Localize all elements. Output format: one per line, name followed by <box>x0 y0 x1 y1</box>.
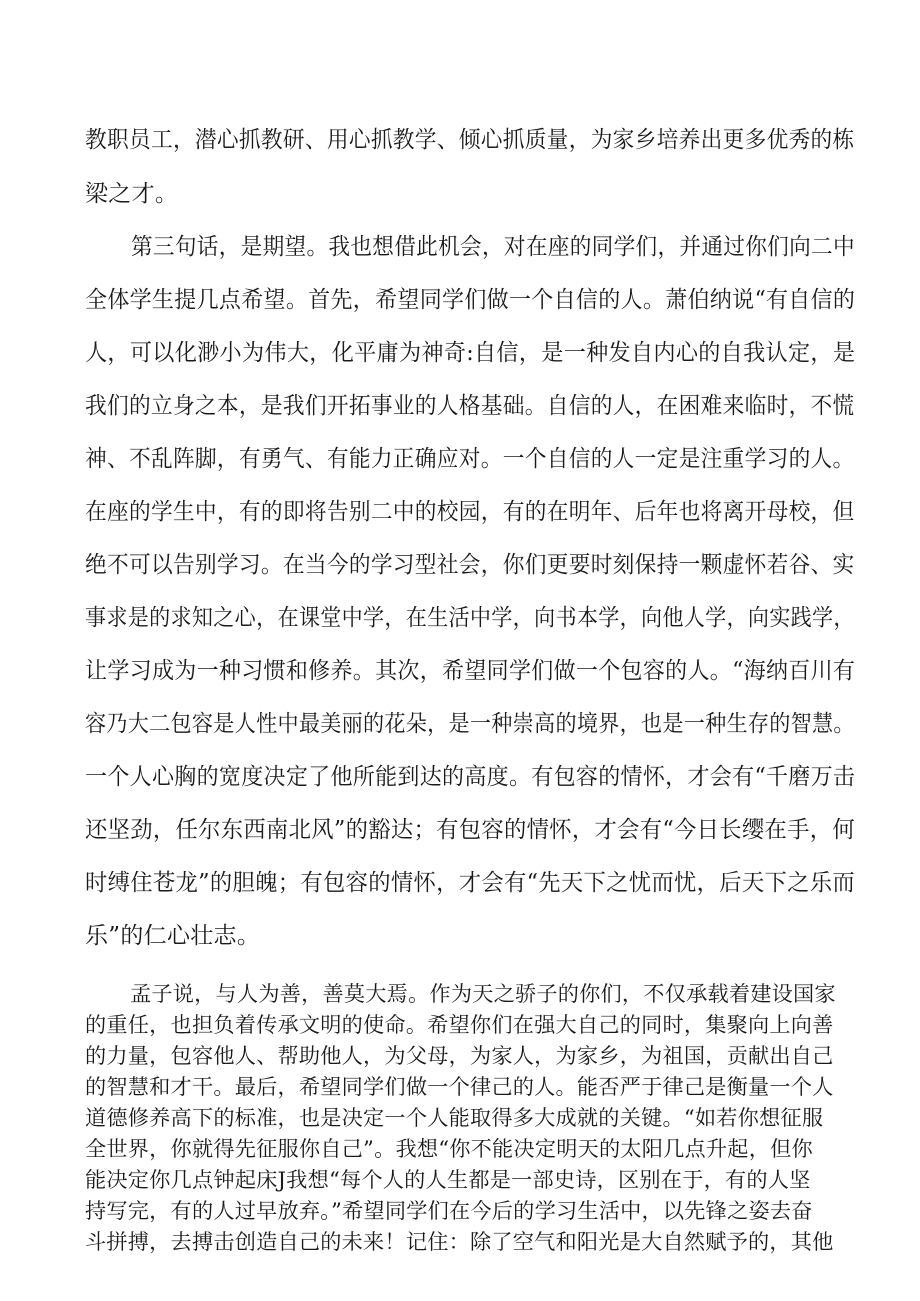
text-line: 容乃大二包容是人性中最美丽的花朵，是一种崇高的境界，也是一种生存的智慧。 <box>85 711 855 737</box>
text-line: 在座的学生中，有的即将告别二中的校园，有的在明年、后年也将离开母校，但 <box>85 499 855 525</box>
text-line: 教职员工，潜心抓教研、用心抓教学、倾心抓质量，为家乡培养出更多优秀的栋 <box>85 127 855 153</box>
text-line: 事求是的求知之心，在课堂中学，在生活中学，向书本学，向他人学，向实践学， <box>85 605 855 631</box>
text-line: 的力量，包容他人、帮助他人，为父母，为家人，为家乡，为祖国，贡献出自己 <box>85 1043 834 1068</box>
text-line: 乐”的仁心壮志。 <box>85 923 261 949</box>
text-line: 斗拼搏，去搏击创造自己的未来！记住：除了空气和阳光是大自然赋予的，其他 <box>85 1229 834 1254</box>
text-line: 人，可以化渺小为伟大，化平庸为神奇:自信，是一种发自内心的自我认定，是 <box>85 340 856 366</box>
text-line: 绝不可以告别学习。在当今的学习型社会，你们更要时刻保持一颗虚怀若谷、实 <box>85 552 855 578</box>
text-line: 一个人心胸的宽度决定了他所能到达的高度。有包容的情怀，才会有“千磨万击 <box>85 764 856 790</box>
text-line: 的重任，也担负着传承文明的使命。希望你们在强大自己的同时，集聚向上向善 <box>85 1012 834 1037</box>
text-line: 全世界，你就得先征服你自己”。我想“你不能决定明天的太阳几点升起，但你 <box>85 1136 813 1161</box>
text-line: 我们的立身之本，是我们开拓事业的人格基础。自信的人，在困难来临时，不慌 <box>85 393 855 419</box>
text-line: 道德修养高下的标准，也是决定一个人能取得多大成就的关键。“如若你想征服 <box>85 1105 824 1130</box>
text-line: 的智慧和才干。最后，希望同学们做一个律己的人。能否严于律己是衡量一个人 <box>85 1074 834 1099</box>
text-line: 持写完，有的人过早放弃。”希望同学们在今后的学习生活中，以先锋之姿去奋 <box>85 1198 813 1223</box>
text-line: 能决定你几点钟起床J我想“每个人的人生都是一部史诗，区别在于，有的人坚 <box>85 1167 811 1192</box>
text-line: 让学习成为一种习惯和修养。其次，希望同学们做一个包容的人。“海纳百川有 <box>85 658 856 684</box>
text-line: 全体学生提几点希望。首先，希望同学们做一个自信的人。萧伯纳说“有自信的 <box>85 287 856 313</box>
text-line: 神、不乱阵脚，有勇气、有能力正确应对。一个自信的人一定是注重学习的人。 <box>85 446 855 472</box>
text-line: 还坚劲，任尔东西南北风”的豁达；有包容的情怀，才会有“今日长缨在手，何 <box>85 817 856 843</box>
text-line: 第三句话，是期望。我也想借此机会，对在座的同学们，并通过你们向二中 <box>131 234 855 260</box>
text-line: 梁之才。 <box>85 181 179 207</box>
text-line: 时缚住苍龙”的胆魄；有包容的情怀，才会有“先天下之忧而忧，后天下之乐而 <box>85 870 856 896</box>
text-line: 孟子说，与人为善，善莫大焉。作为天之骄子的你们，不仅承载着建设国家 <box>130 981 836 1006</box>
